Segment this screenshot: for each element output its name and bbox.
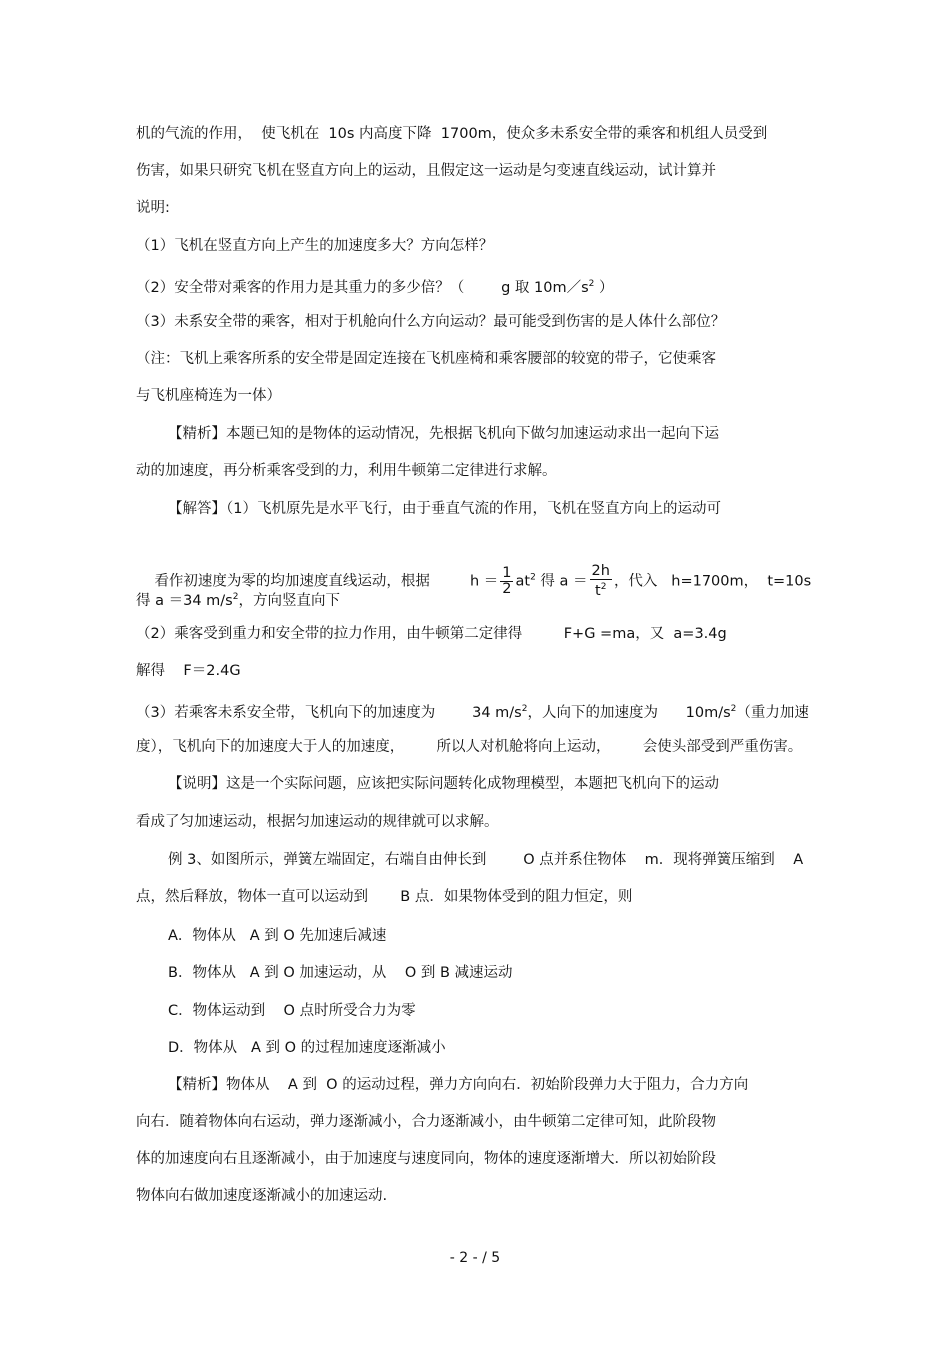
question-1: （1）飞机在竖直方向上产生的加速度多大？方向怎样？ <box>136 238 494 254</box>
answer-line: 【解答】（1）飞机原先是水平飞行，由于垂直气流的作用，飞机在竖直方向上的运动可 <box>168 501 721 517</box>
explanation-line: 【说明】这是一个实际问题，应该把实际问题转化成物理模型，本题把飞机向下的运动 <box>168 776 719 792</box>
option-c: C．物体运动到 O 点时所受合力为零 <box>168 1003 416 1019</box>
note-line: （注：飞机上乘客所系的安全带是固定连接在飞机座椅和乘客腰部的较宽的带子，它使乘客 <box>136 351 716 367</box>
analysis-line: 动的加速度，再分析乘客受到的力，利用牛顿第二定律进行求解。 <box>136 463 557 479</box>
page-number: - 2 - / 5 <box>449 1250 501 1266</box>
answer-formula-line: 看作初速度为零的均加速度直线运动，根据 h ＝ $\frac{1}{2}$ $at^2$ 得 a ＝ $\frac{2h}{t^2}$ ，代入 h=1700m， t=10s <box>154 563 812 599</box>
question-3: （3）未系安全带的乘客，相对于机舱向什么方向运动？最可能受到伤害的是人体什么部位？ <box>136 314 726 330</box>
analysis-line: 体的加速度向右且逐渐减小，由于加速度与速度同向，物体的速度逐渐增大．所以初始阶段 <box>136 1151 716 1167</box>
answer-line: （2）乘客受到重力和安全带的拉力作用，由牛顿第二定律得 F+G =ma，又 a=3.4g <box>136 626 727 642</box>
answer-line: 得 a ＝34 $m/s^2$，方向竖直向下 <box>136 592 340 609</box>
explanation-line: 看成了匀加速运动，根据匀加速运动的规律就可以求解。 <box>136 814 499 830</box>
fraction-half: $\frac{1}{2}$ <box>502 564 512 597</box>
example-line: 例 3、如图所示，弹簧左端固定，右端自由伸长到 O 点并系住物体 m．现将弹簧压缩到 A <box>168 852 804 868</box>
text-line: 说明: <box>136 200 170 216</box>
example-line: 点，然后释放，物体一直可以运动到 B 点．如果物体受到的阻力恒定，则 <box>136 889 633 905</box>
note-line: 与飞机座椅连为一体） <box>136 388 281 404</box>
answer-line: 解得 F＝2.4G <box>136 663 241 679</box>
answer-line: 度），飞机向下的加速度大于人的加速度， 所以人对机舱将向上运动， 会使头部受到严重伤害。 <box>136 739 803 755</box>
option-b: B．物体从 A 到 O 加速运动，从 O 到 B 减速运动 <box>168 965 513 981</box>
analysis-line: 【精析】本题已知的是物体的运动情况，先根据飞机向下做匀加速运动求出一起向下运 <box>168 426 719 442</box>
text-line: 伤害，如果只研究飞机在竖直方向上的运动，且假定这一运动是匀变速直线运动，试计算并 <box>136 163 716 179</box>
answer-line: （3）若乘客未系安全带，飞机向下的加速度为 34 $m/s^2$，人向下的加速度为 $10m/s^2$（重力加速 <box>136 704 809 721</box>
text-line: 机的气流的作用， 使飞机在 10s 内高度下降 1700m，使众多未系安全带的乘客和机组人员受到 <box>136 126 768 142</box>
analysis-line: 【精析】物体从 A 到 O 的运动过程，弹力方向向右．初始阶段弹力大于阻力，合力方向 <box>168 1077 749 1093</box>
fraction-2h-t2: $\frac{2h}{t^2}$ <box>591 563 610 599</box>
option-d: D．物体从 A 到 O 的过程加速度逐渐减小 <box>168 1040 446 1056</box>
analysis-line: 向右．随着物体向右运动，弹力逐渐减小，合力逐渐减小，由牛顿第二定律可知，此阶段物 <box>136 1114 716 1130</box>
option-a: A．物体从 A 到 O 先加速后减速 <box>168 928 387 944</box>
analysis-line: 物体向右做加速度逐渐减小的加速运动. <box>136 1188 388 1204</box>
question-2: （2）安全带对乘客的作用力是其重力的多少倍？（ g 取 $10m/s^2$ ） <box>136 279 614 296</box>
